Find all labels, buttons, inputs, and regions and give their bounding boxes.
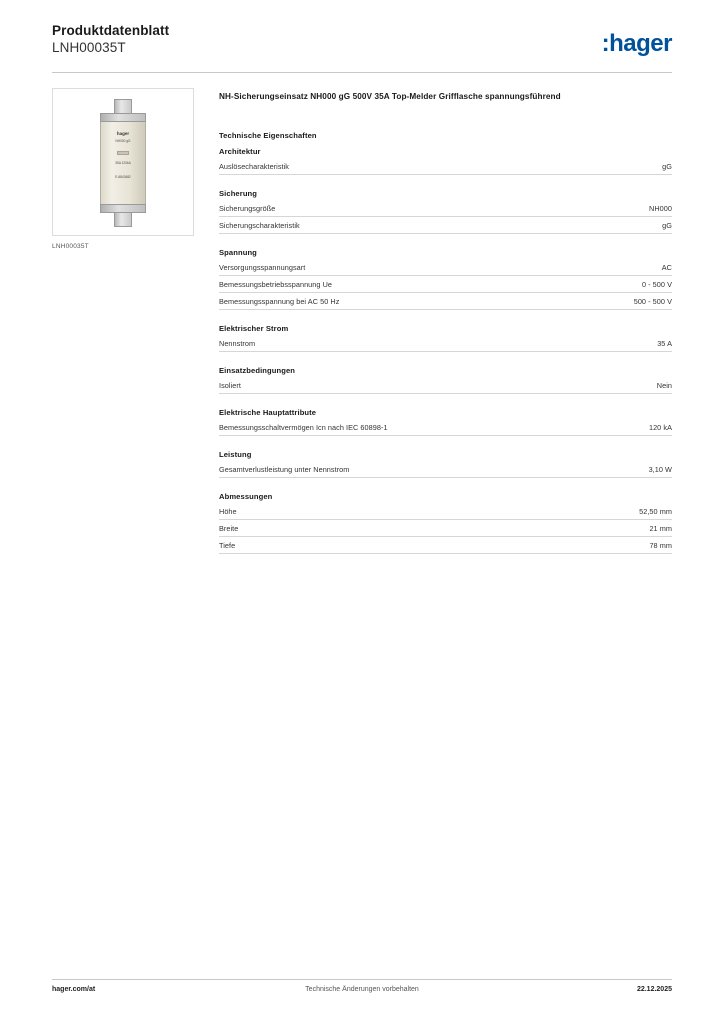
spec-group — [219, 408, 672, 436]
spec-value: 3,10 W — [648, 464, 672, 474]
spec-group — [219, 450, 672, 478]
spec-row — [219, 503, 672, 520]
page-footer — [52, 986, 672, 1000]
spec-row — [219, 293, 672, 310]
spec-row — [219, 520, 672, 537]
page-title: Produktdatenblatt — [52, 23, 170, 38]
logo-wordmark: hager — [609, 30, 672, 57]
fuse-label-line2: 35A 120kA — [115, 161, 131, 165]
spec-value: 21 mm — [649, 523, 672, 533]
spec-value: 52,50 mm — [639, 506, 672, 516]
spec-group — [219, 492, 672, 554]
spec-group — [219, 366, 672, 394]
fuse-label-brand: hager — [116, 131, 130, 136]
nh-fuse-illustration — [100, 99, 146, 227]
spec-value: 120 kA — [648, 422, 672, 432]
logo-colon-icon: : — [601, 30, 610, 57]
spec-value: NH000 — [649, 203, 672, 213]
spec-group-title: Elektrischer Strom — [219, 324, 289, 333]
spec-key: Bemessungsbetriebsspannung Ue — [219, 279, 333, 289]
header-divider — [52, 72, 672, 73]
spec-key: Bemessungsschaltvermögen Icn nach IEC 60898-1 — [219, 422, 388, 432]
spec-key: Tiefe — [219, 540, 236, 550]
fuse-label-line3: E-6843482 — [115, 175, 131, 179]
spec-key: Sicherungsgröße — [219, 203, 276, 213]
spec-key: Bemessungsspannung bei AC 50 Hz — [219, 296, 340, 306]
hager-logo — [602, 32, 672, 56]
product-image-box — [52, 88, 194, 236]
spec-group-title: Abmessungen — [219, 492, 273, 501]
spec-key: Auslösecharakteristik — [219, 161, 289, 171]
spec-group — [219, 324, 672, 352]
spec-group-title: Sicherung — [219, 189, 258, 198]
spec-row — [219, 259, 672, 276]
spec-row — [219, 335, 672, 352]
spec-value: 0 - 500 V — [641, 279, 672, 289]
fuse-label-line1: NH000 gG — [115, 139, 131, 143]
spec-key: Sicherungscharakteristik — [219, 220, 300, 230]
specs-content — [219, 92, 672, 568]
spec-row — [219, 276, 672, 293]
page-header — [52, 22, 672, 70]
spec-value: AC — [661, 262, 672, 272]
spec-key: Gesamtverlustleistung unter Nennstrom — [219, 464, 350, 474]
footer-date: 22.12.2025 — [636, 986, 672, 993]
spec-groups — [219, 147, 672, 554]
spec-row — [219, 217, 672, 234]
product-image-caption: LNH00035T — [52, 243, 89, 250]
spec-group-title: Leistung — [219, 450, 252, 459]
spec-key: Nennstrom — [219, 338, 256, 348]
spec-key: Isoliert — [219, 380, 241, 390]
spec-row — [219, 200, 672, 217]
spec-row — [219, 419, 672, 436]
page-subtitle: LNH00035T — [52, 40, 126, 55]
product-description: NH-Sicherungseinsatz NH000 gG 500V 35A Top-Melder Grifflasche spannungsführend — [219, 92, 561, 101]
spec-group — [219, 189, 672, 234]
spec-key: Versorgungsspannungsart — [219, 262, 306, 272]
spec-row — [219, 158, 672, 175]
spec-value: gG — [662, 220, 672, 230]
fuse-cap-top — [100, 113, 146, 122]
fuse-cap-bottom — [100, 204, 146, 213]
spec-value: Nein — [656, 380, 672, 390]
footer-divider — [52, 979, 672, 980]
spec-value: 500 - 500 V — [633, 296, 672, 306]
spec-group-title: Einsatzbedingungen — [219, 366, 296, 375]
footer-disclaimer: Technische Änderungen vorbehalten — [305, 986, 419, 993]
spec-key: Höhe — [219, 506, 237, 516]
spec-key: Breite — [219, 523, 239, 533]
technical-properties-title: Technische Eigenschaften — [219, 131, 317, 140]
footer-website[interactable]: hager.com/at — [52, 986, 96, 993]
spec-group-title: Elektrische Hauptattribute — [219, 408, 317, 417]
spec-group-title: Architektur — [219, 147, 261, 156]
spec-group — [219, 147, 672, 175]
spec-value: 35 A — [657, 338, 672, 348]
spec-group-title: Spannung — [219, 248, 257, 257]
fuse-top-indicator — [117, 151, 129, 155]
spec-row — [219, 377, 672, 394]
spec-row — [219, 461, 672, 478]
spec-row — [219, 537, 672, 554]
spec-value: 78 mm — [649, 540, 672, 550]
spec-value: gG — [662, 161, 672, 171]
spec-group — [219, 248, 672, 310]
